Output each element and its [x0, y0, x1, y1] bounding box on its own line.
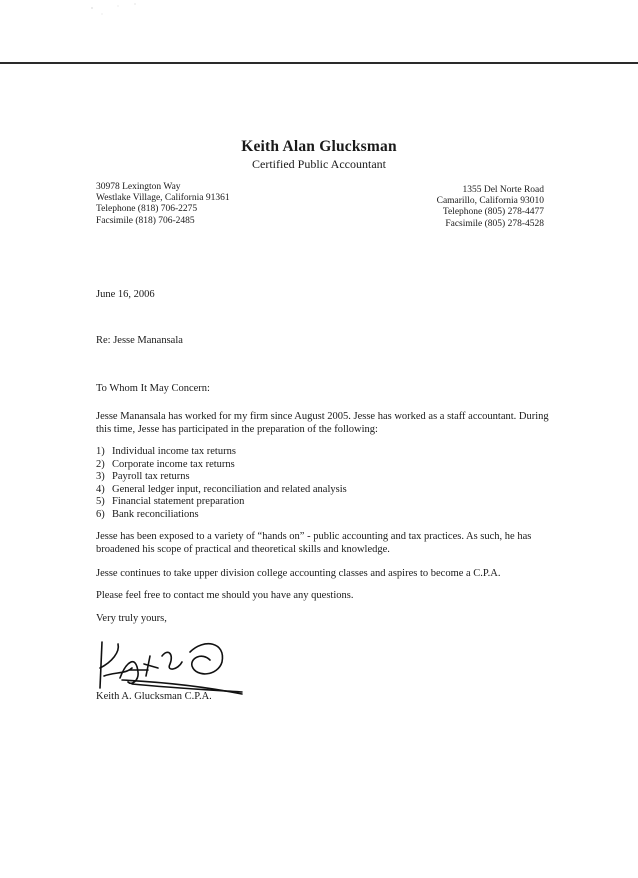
paragraph-experience: Jesse has been exposed to a variety of “hands on” - public accounting and tax practices. As such, he has broadened his scope of practical and theoretical skills and knowledge. [96, 531, 532, 555]
paragraph-education: Jesse continues to take upper division college accounting classes and aspires to become a C.P.A. [96, 568, 501, 579]
closing: Very truly yours, [96, 613, 167, 624]
paragraph-intro: Jesse Manansala has worked for my firm since August 2005. Jesse has worked as a staff accountant. During this time, Jesse has participated in the preparation of the following: [96, 411, 549, 435]
list-item-number: 6) [96, 508, 105, 520]
list-item [96, 459, 347, 472]
letterhead-title: Certified Public Accountant [252, 157, 386, 171]
address-left-phone: Telephone (818) 706-2275 [96, 204, 198, 215]
list-item-text: Individual income tax returns [112, 446, 236, 457]
list-item [96, 496, 347, 509]
header-rule [0, 62, 638, 64]
list-item-text: Corporate income tax returns [112, 458, 235, 470]
salutation: To Whom It May Concern: [96, 383, 210, 394]
address-right-street: 1355 Del Norte Road [462, 185, 544, 195]
address-right-city: Camarillo, California 93010 [436, 196, 544, 207]
list-item-text: Financial statement preparation [112, 496, 245, 508]
list-item-number: 4) [96, 483, 105, 495]
list-item [96, 509, 347, 522]
duties-list [96, 446, 347, 522]
list-item-number: 2) [96, 458, 105, 470]
list-item-text: General ledger input, reconciliation and related analysis [112, 483, 347, 495]
address-right-phone: Telephone (805) 278-4477 [442, 207, 544, 218]
address-left-street: 30978 Lexington Way [96, 182, 181, 192]
reference-line: Re: Jesse Manansala [96, 335, 183, 346]
list-item [96, 471, 347, 484]
address-left-city: Westlake Village, California 91361 [96, 193, 230, 204]
address-left [96, 182, 230, 227]
list-item-text: Bank reconciliations [112, 508, 199, 520]
list-item [96, 446, 347, 459]
letterhead-name: Keith Alan Glucksman [241, 138, 397, 155]
scan-specks [80, 0, 160, 30]
address-left-fax: Facsimile (818) 706-2485 [96, 215, 195, 226]
list-item-number: 1) [96, 446, 105, 457]
letter-date: June 16, 2006 [96, 289, 155, 300]
list-item [96, 484, 347, 497]
address-right [380, 185, 544, 230]
paragraph-contact: Please feel free to contact me should you have any questions. [96, 590, 354, 601]
list-item-number: 5) [96, 496, 105, 508]
list-item-number: 3) [96, 471, 105, 483]
address-right-fax: Facsimile (805) 278-4528 [445, 218, 544, 229]
signer-name: Keith A. Glucksman C.P.A. [96, 691, 212, 702]
list-item-text: Payroll tax returns [112, 471, 190, 483]
